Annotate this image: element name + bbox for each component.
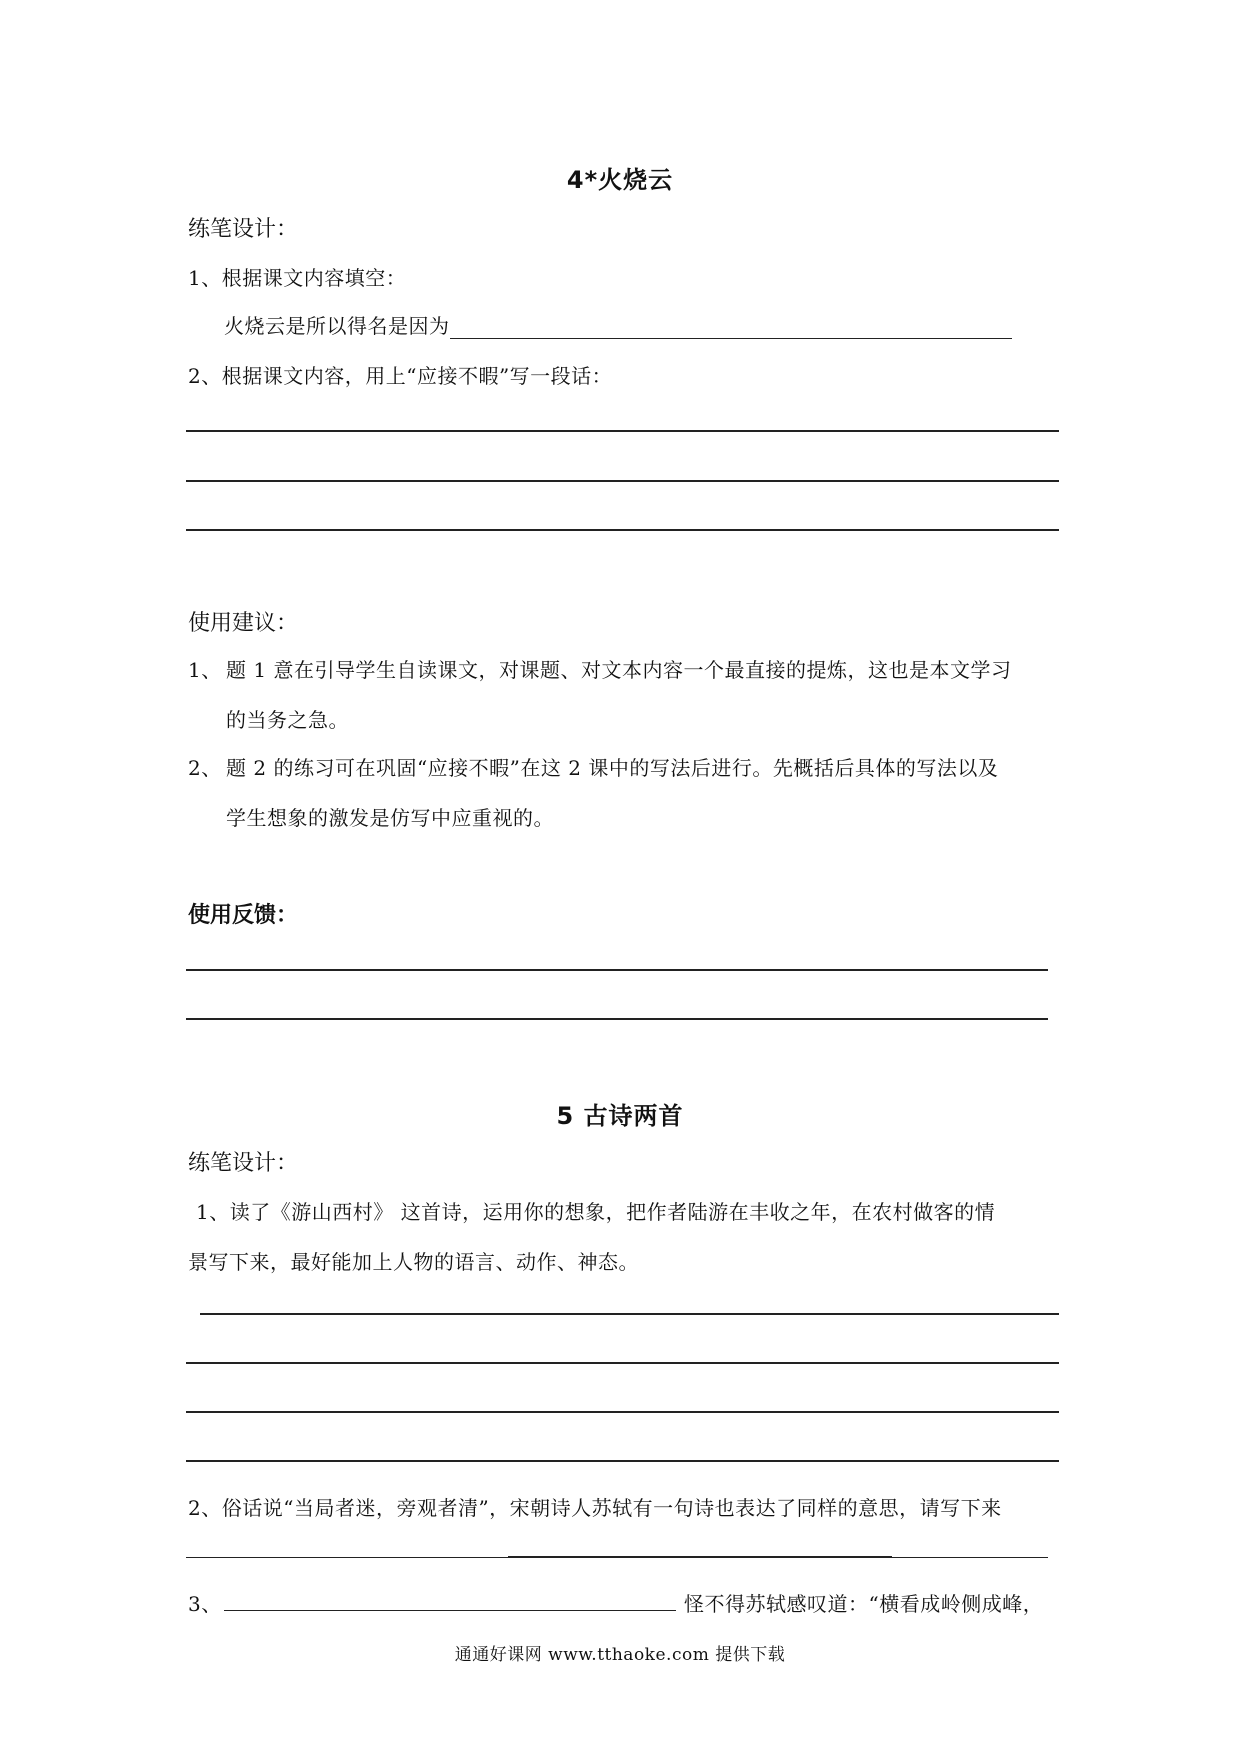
lesson5-q3-tail: 怪不得苏轼感叹道：“横看成岭侧成峰， <box>684 1592 1044 1616</box>
lesson4-q1-answer-blank[interactable] <box>450 316 1012 339</box>
lesson4-advice-1-line2: 的当务之急。 <box>226 708 349 732</box>
lesson4-design-heading: 练笔设计： <box>188 217 299 242</box>
lesson5-q3-answer-blank[interactable] <box>224 1610 676 1611</box>
lesson4-advice-heading: 使用建议： <box>188 611 299 636</box>
lesson4-advice-2-num: 2、 <box>188 756 222 780</box>
lesson5-q2-answer-line-overlay <box>508 1556 892 1558</box>
lesson4-advice-1-num: 1、 <box>188 658 222 682</box>
lesson4-title: 4*火烧云 <box>566 166 674 194</box>
lesson5-q2: 2、俗话说“当局者迷，旁观者清”，宋朝诗人苏轼有一句诗也表达了同样的意思，请写下来 <box>188 1496 1002 1520</box>
lesson4-feedback-heading: 使用反馈： <box>188 903 299 928</box>
lesson4-advice-2-line1: 题 2 的练习可在巩固“应接不暇”在这 2 课中的写法后进行。先概括后具体的写法以及 <box>226 756 999 780</box>
lesson4-feedback-line-2[interactable] <box>186 1018 1048 1020</box>
lesson5-q1-line1: 1、读了《游山西村》 这首诗，运用你的想象，把作者陆游在丰收之年，在农村做客的情 <box>196 1200 996 1224</box>
lesson5-q1-answer-line-3[interactable] <box>186 1411 1059 1413</box>
lesson4-q2-label: 2、根据课文内容，用上“应接不暇”写一段话： <box>188 364 613 388</box>
lesson5-design-heading: 练笔设计： <box>188 1151 299 1176</box>
lesson5-title: 5 古诗两首 <box>556 1102 684 1130</box>
lesson4-advice-1-line1: 题 1 意在引导学生自读课文，对课题、对文本内容一个最直接的提炼，这也是本文学习 <box>226 658 1012 682</box>
page-footer: 通通好课网 www.tthaoke.com 提供下载 <box>454 1645 786 1665</box>
lesson4-q2-answer-line-1[interactable] <box>186 430 1059 432</box>
lesson4-q1-row <box>224 310 1012 339</box>
lesson4-q2-answer-line-2[interactable] <box>186 480 1059 482</box>
lesson4-feedback-line-1[interactable] <box>186 969 1048 971</box>
lesson4-q1-prompt: 火烧云是所以得名是因为 <box>224 314 450 338</box>
lesson5-q1-line2: 景写下来，最好能加上人物的语言、动作、神态。 <box>188 1250 639 1274</box>
lesson4-advice-2-line2: 学生想象的激发是仿写中应重视的。 <box>226 806 554 830</box>
lesson5-q1-answer-line-2[interactable] <box>186 1362 1059 1364</box>
lesson5-q1-answer-line-4[interactable] <box>186 1460 1059 1462</box>
lesson4-q2-answer-line-3[interactable] <box>186 529 1059 531</box>
lesson5-q3-num: 3、 <box>188 1592 222 1616</box>
lesson4-q1-label: 1、根据课文内容填空： <box>188 266 407 290</box>
lesson5-q1-answer-line-1[interactable] <box>200 1313 1059 1315</box>
